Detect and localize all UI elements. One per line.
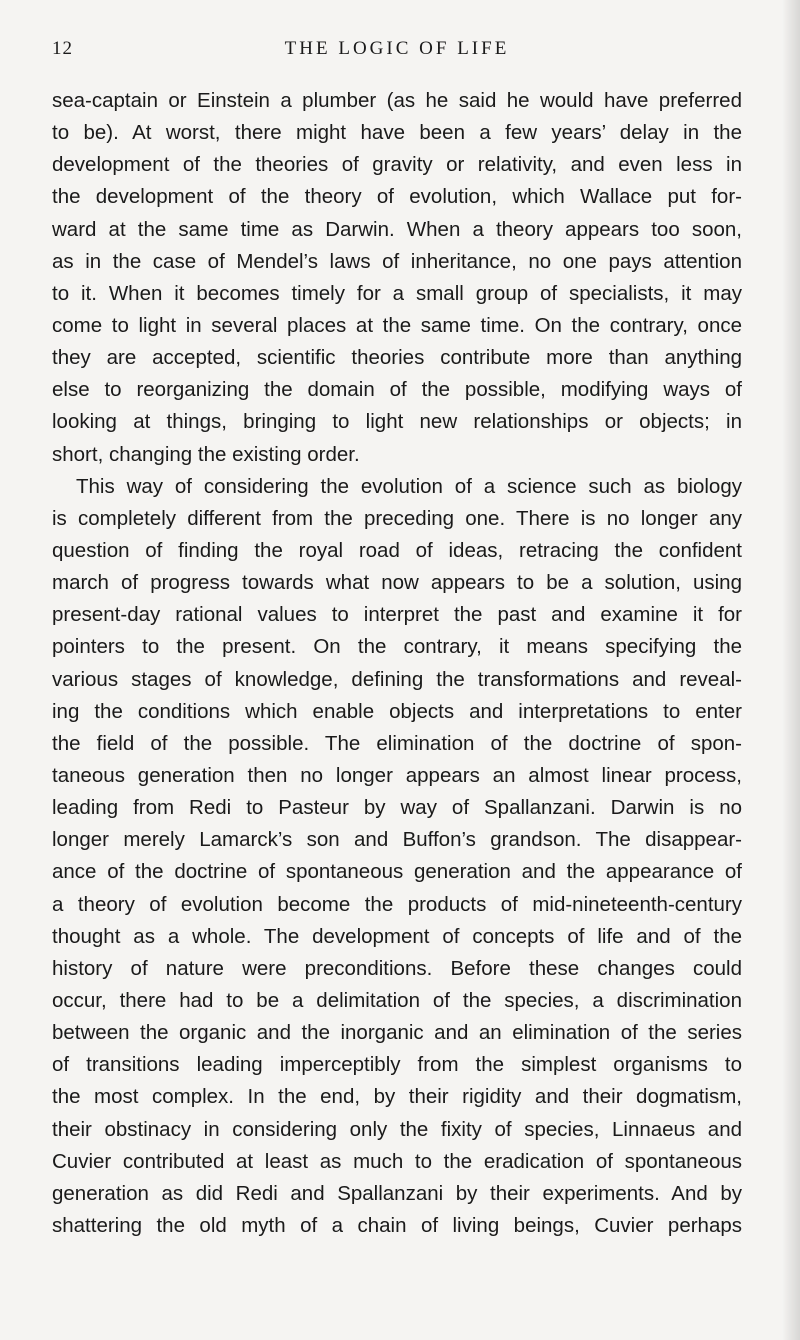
text-line: march of progress towards what now appears to be a solution, using: [52, 571, 742, 595]
text-line: pointers to the present. On the contrary, it means specifying the: [52, 635, 742, 659]
text-line: thought as a whole. The development of concepts of life and of the: [52, 924, 742, 948]
text-line: development of the theories of gravity or relativity, and even less in: [52, 153, 742, 177]
text-line: ing the conditions which enable objects and interpretations to enter: [52, 699, 742, 723]
text-line: else to reorganizing the domain of the possible, modifying ways of: [52, 378, 742, 402]
text-line: between the organic and the inorganic and an elimination of the series: [52, 1021, 742, 1045]
text-line: ward at the same time as Darwin. When a theory appears too soon,: [52, 217, 742, 241]
text-line: question of finding the royal road of ideas, retracing the confident: [52, 538, 742, 562]
text-line: This way of considering the evolution of a science such as biology: [76, 474, 742, 498]
text-line: short, changing the existing order.: [52, 442, 360, 466]
text-line: the development of the theory of evolution, which Wallace put for-: [52, 185, 742, 209]
text-line: generation as did Redi and Spallanzani by their experiments. And by: [52, 1181, 742, 1205]
text-line: longer merely Lamarck’s son and Buffon’s grandson. The disappear-: [52, 828, 742, 852]
text-line: looking at things, bringing to light new relationships or objects; in: [52, 410, 742, 434]
text-line: Cuvier contributed at least as much to the eradication of spontaneous: [52, 1149, 742, 1173]
text-line: history of nature were preconditions. Before these changes could: [52, 956, 742, 980]
text-line: to it. When it becomes timely for a small group of specialists, it may: [52, 281, 742, 305]
text-line: as in the case of Mendel’s laws of inheritance, no one pays attention: [52, 249, 742, 273]
text-line: ance of the doctrine of spontaneous generation and the appearance of: [52, 860, 742, 884]
text-line: a theory of evolution become the products of mid-nineteenth-century: [52, 892, 742, 916]
body-text: [52, 85, 742, 1242]
text-line: sea-captain or Einstein a plumber (as he said he would have preferred: [52, 89, 742, 112]
text-line: come to light in several places at the same time. On the contrary, once: [52, 313, 742, 337]
text-line: is completely different from the preceding one. There is no longer any: [52, 506, 742, 530]
text-line: to be). At worst, there might have been a few years’ delay in the: [52, 121, 742, 145]
text-line: shattering the old myth of a chain of living beings, Cuvier perhaps: [52, 1213, 742, 1237]
page-edge-shadow: [782, 0, 800, 1340]
page-header: [52, 38, 742, 68]
text-line: occur, there had to be a delimitation of the species, a discrimination: [52, 988, 742, 1012]
text-line: they are accepted, scientific theories contribute more than anything: [52, 346, 742, 370]
text-line: the field of the possible. The elimination of the doctrine of spon-: [52, 731, 742, 755]
page-number: 12: [52, 38, 73, 59]
text-line: various stages of knowledge, defining the transformations and reveal-: [52, 667, 742, 691]
text-line: taneous generation then no longer appears an almost linear process,: [52, 763, 742, 787]
text-line: of transitions leading imperceptibly from the simplest organisms to: [52, 1053, 742, 1077]
text-line: the most complex. In the end, by their rigidity and their dogmatism,: [52, 1085, 742, 1109]
running-head: THE LOGIC OF LIFE: [284, 38, 510, 59]
text-line: present-day rational values to interpret the past and examine it for: [52, 603, 742, 627]
text-line: leading from Redi to Pasteur by way of Spallanzani. Darwin is no: [52, 796, 742, 820]
text-line: their obstinacy in considering only the fixity of species, Linnaeus and: [52, 1117, 742, 1141]
